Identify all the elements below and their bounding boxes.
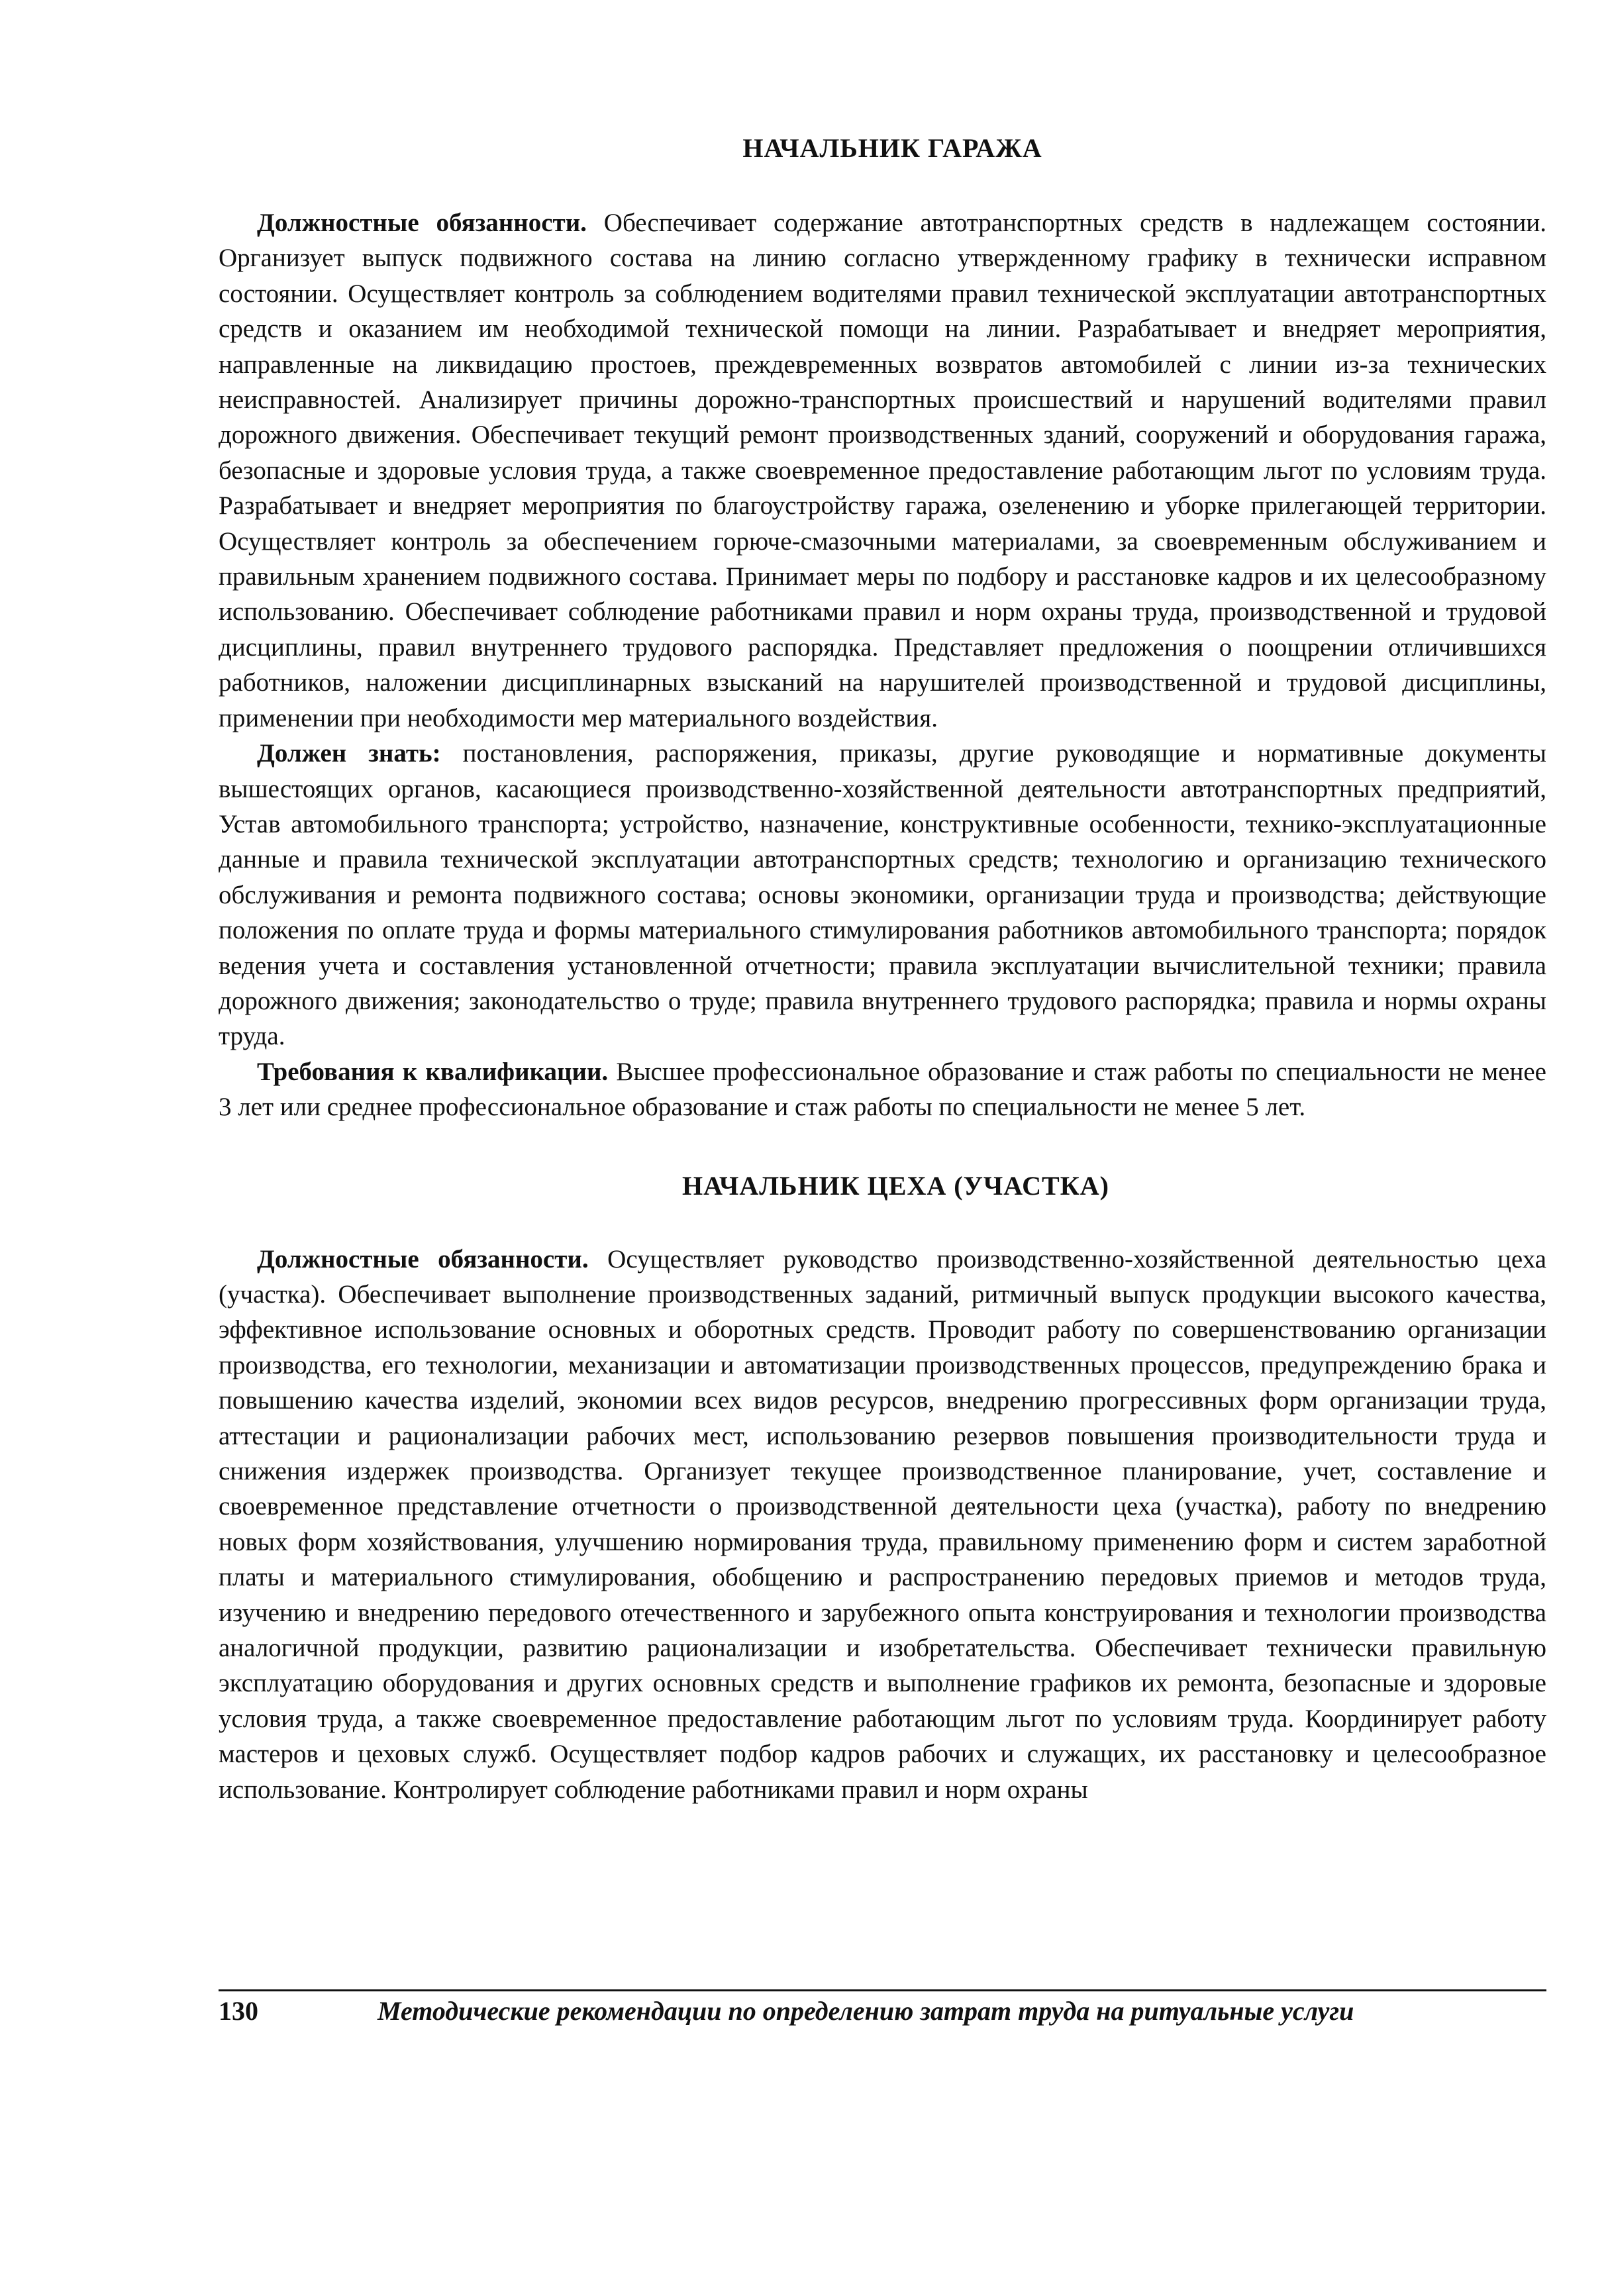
page-footer: [219, 1989, 1546, 2031]
section-title-garage-chief: НАЧАЛЬНИК ГАРАЖА: [742, 133, 1042, 163]
duties-text: Обеспечивает содержание автотранспортных средств в надлежащем состоянии. Организует выпуск подвижного состава на линию согласно утвержденному графику в технически исправном состоянии. Осуществляет контроль за соблюдением водителями правил технической эксплуатации автотранспортных средств и оказанием им необходимой технической помощи на линии. Разрабатывает и внедряет мероприятия, направленные на ликвидацию простоев, преждевременных возвратов автомобилей с линии из-за технических неисправностей. Анализирует причины дорожно-транспортных происшествий и нарушений водителями правил дорожного движения. Обеспечивает текущий ремонт производственных зданий, сооружений и оборудования гаража, безопасные и здоровые условия труда, а также своевременное предоставление работающим льгот по условиям труда. Разрабатывает и внедряет мероприятия по благоустройству гаража, озеленению и уборке прилегающей территории. Осуществляет контроль за обеспечением горюче-смазочными материалами, за своевременным обслуживанием и правильным хранением подвижного состава. Принимает меры по подбору и расстановке кадров и их целесообразному использованию. Обеспечивает соблюдение работниками правил и норм охраны труда, производственной и трудовой дисциплины, правил внутреннего трудового распорядка. Представляет предложения о поощрении отличившихся работников, наложении дисциплинарных взысканий на нарушителей производственной и трудовой дисциплины, применении при необходимости мер материального воздействия.: [219, 209, 1546, 732]
duties-paragraph: [219, 205, 1546, 736]
qualification-lead: Требования к квалификации.: [257, 1057, 609, 1086]
knowledge-text: постановления, распоряжения, приказы, другие руководящие и нормативные документы вышестоящих органов, касающиеся производственно-хозяйственной деятельности автотранспортных предприятий, Устав автомобильного транспорта; устройство, назначение, конструктивные особенности, технико-эксплуатационные данные и правила технической эксплуатации автотранспортных средств; технологию и организацию технического обслуживания и ремонта подвижного состава; основы экономики, организации труда и производства; действующие положения по оплате труда и формы материального стимулирования работников автомобильного транспорта; порядок ведения учета и составления установленной отчетности; правила эксплуатации вычислительной техники; правила дорожного движения; законодательство о труде; правила внутреннего трудового распорядка; правила и нормы охраны труда.: [219, 739, 1546, 1051]
duties-lead: Должностные обязанности.: [257, 209, 587, 237]
shop-duties-paragraph: [219, 1242, 1546, 1808]
section-title-shop-chief: НАЧАЛЬНИК ЦЕХА (УЧАСТКА): [682, 1170, 1109, 1201]
shop-duties-lead: Должностные обязанности.: [257, 1244, 589, 1273]
footer-row: [219, 1991, 1546, 2031]
knowledge-paragraph: [219, 736, 1546, 1054]
page-body: [219, 126, 1546, 1807]
running-title: Методические рекомендации по определению затрат труда на ритуальные услуги: [377, 1996, 1354, 2026]
qualification-paragraph: [219, 1054, 1546, 1125]
qualification-text: Высшее профессиональное образование и стаж работы по специальности не менее 3 лет или среднее профессиональное образование и стаж работы по специальности не менее 5 лет.: [219, 1057, 1546, 1122]
knowledge-lead: Должен знать:: [257, 739, 441, 768]
shop-duties-text: Осуществляет руководство производственно-хозяйственной деятельностью цеха (участка). Обеспечивает выполнение производственных заданий, ритмичный выпуск продукции высокого качества, эффективное использование основных и оборотных средств. Проводит работу по совершенствованию организации производства, его технологии, механизации и автоматизации производственных процессов, предупреждению брака и повышению качества изделий, экономии всех видов ресурсов, внедрению прогрессивных форм организации труда, аттестации и рационализации рабочих мест, использованию резервов повышения производительности труда и снижения издержек производства. Организует текущее производственное планирование, учет, составление и своевременное представление отчетности о производственной деятельности цеха (участка), работу по внедрению новых форм хозяйствования, улучшению нормирования труда, правильному применению форм и систем заработной платы и материального стимулирования, обобщению и распространению передовых приемов и методов труда, изучению и внедрению передового отечественного и зарубежного опыта конструирования и технологии производства аналогичной продукции, развитию рационализации и изобретательства. Обеспечивает технически правильную эксплуатацию оборудования и других основных средств и выполнение графиков их ремонта, безопасные и здоровые условия труда, а также своевременное предоставление работающим льгот по условиям труда. Координирует работу мастеров и цеховых служб. Осуществляет подбор кадров рабочих и служащих, их расстановку и целесообразное использование. Контролирует соблюдение работниками правил и норм охраны: [219, 1244, 1546, 1804]
page-number: 130: [219, 1996, 258, 2026]
